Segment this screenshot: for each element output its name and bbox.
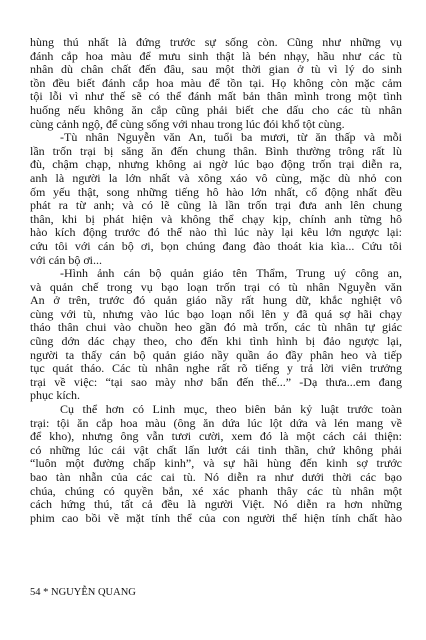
text-line: đánh cắp hoa màu để mưu sinh thật là bén nhạy, hầu như các tù [30,49,402,63]
page-footer [30,587,136,598]
text-line: An ở trên, trước đó quản giáo nầy rất hung dữ, khắc nghiệt vô [30,294,402,308]
text-line: ốm yếu thật, song những tiếng hô hào lớn nhất, cổ động nhất đều [30,185,402,199]
text-line: cũng dớn dác chạy theo, cho đến khi tình hình bị đảo ngược lại, [30,335,402,349]
text-line: cùng cảnh ngộ, để cùng sống với nhau trong lúc đói khổ tột cùng. [30,117,345,131]
text-line: có những lúc cái vật chất lấn lướt cái tinh thần, chứ không phải [30,443,402,457]
text-line: bao tàn nhẫn của các cai tù. Nó diễn ra như dưới thời các bạo [30,471,402,484]
page-number: 54 [30,587,41,598]
text-line: tục quát tháo. Các tù nhân nghe rất rõ tiếng y trả lời viên trưởng [30,362,402,376]
text-line: “luôn một đường chấp kinh”, và sự hãi hùng đến kinh sợ trước [30,457,402,471]
text-line: chúa, chúng có quyền bắn, xé xác phanh thây các tù nhân một [30,484,402,498]
paragraph [30,131,402,267]
text-line: thân, khi bị phát hiện và không thể chạy kịp, chính anh từng hô [30,212,402,226]
text-line: nhân dù chân chất đến đâu, sau một thời gian ở tù vì lý do sinh [30,63,402,77]
text-line: tội lỗi vì như thế sẽ có thể đánh mất bản thân mình trong một tình [30,90,402,104]
text-line: phim cao bồi về mặt tính thể của con người thể hiện tính chất hào [30,511,402,525]
body-text [30,36,402,525]
text-line: trại: tội ăn cắp hoa màu (ông ăn dứa lúc lột dứa và lén mang về [30,416,402,430]
text-line: cùng với tù, nhưng vào lúc bạo loạn nổi lên y đã quá sợ hãi chạy [30,307,402,321]
text-line: để kho), nhưng ông vẫn tươi cười, xem đó là một cách cải thiện: [30,430,402,444]
text-line: và quản chế trong vụ bạo loạn trốn trại có tù nhân Nguyễn văn [30,280,402,294]
text-line: anh là người la lớn nhất và xông xáo vô cùng, mặc dù nhỏ con [30,171,402,185]
footer-separator: * [40,587,51,598]
paragraph [30,36,402,131]
text-line: cứu tôi với cán bộ ơi, bọn chúng đang đào thoát kia kìa... Cứu tôi [30,239,402,253]
text-line: đù, chậm chạp, nhưng không ai ngờ lúc bạo động trốn trại diễn ra, [30,158,402,172]
text-line: -Tù nhân Nguyễn văn An, tuổi ba mươi, từ ăn thấp và mỗi [60,131,402,145]
text-line: lần trốn trại bị săng ăn đến chung thân. Bình thường trông rất lù [30,144,402,158]
text-line: với cán bộ ơi... [30,253,103,267]
text-line: hào kích động trước đó thế nào thì lúc này lại kêu lớn ngược lại: [30,226,402,240]
text-line: hùng thú nhất là đứng trước sự sống còn. Cũng như những vụ [30,36,402,49]
text-line: tồn đều biết đánh cắp hoa màu để tồn tại. Họ không còn mặc cảm [30,76,402,90]
text-line: tháo thân chui vào chuồn heo gần đó mà trốn, các tù nhân tự giác [30,321,402,335]
paragraph [30,403,402,525]
paragraph [30,267,402,403]
text-line: Cụ thể hơn có Linh mục, theo biên bản kỷ luật trước toàn [60,403,402,417]
footer-author: NGUYỄN QUANG [51,587,136,598]
text-line: người ta thấy cán bộ quản giáo nầy quần áo đầy phân heo và tiếp [30,348,402,362]
text-line: -Hình ảnh cán bộ quản giáo tên Thẩm, Trung uý công an, [60,267,402,281]
text-line: cách hứng thú, tất cả đều là người Việt. Nó diễn ra hơn những [30,498,402,512]
text-line: trại về việc: “tại sao mày nhơ bẩn đến thế...” -Dạ thưa...em đang [30,375,402,389]
text-line: huống nếu không ăn cắp cũng phải biết che dấu cho các tù nhân [30,103,402,117]
text-line: phục kích. [30,389,80,403]
text-line: phát ra từ anh; và có lẽ cũng là lần trốn trại đưa anh lên chung [30,199,402,213]
